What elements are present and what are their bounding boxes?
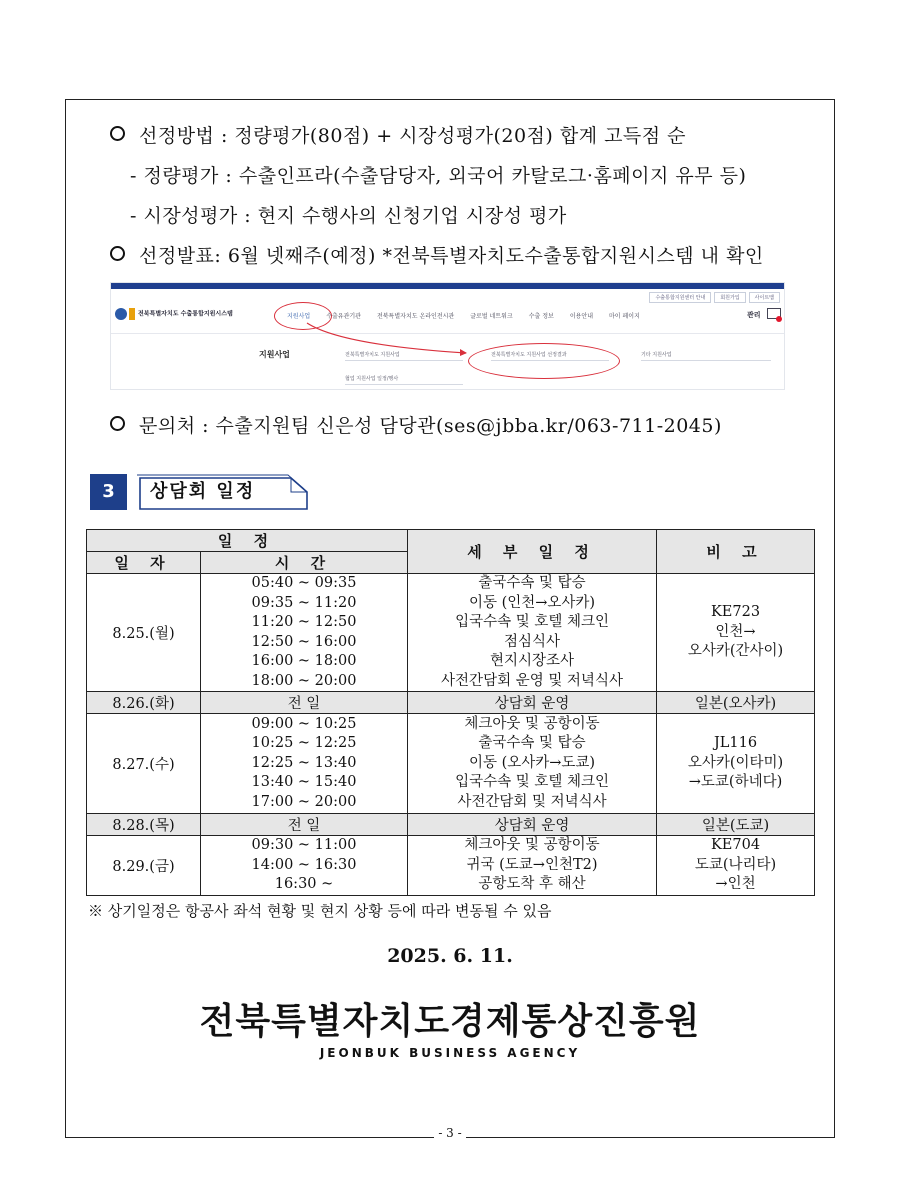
time-line: 18:00 ~ 20:00: [251, 672, 357, 689]
admin-link[interactable]: 관리: [747, 311, 761, 319]
note-line: 도쿄(나리타): [694, 856, 777, 873]
header-time: 시 간: [201, 552, 408, 574]
submenu-item[interactable]: 전북특별자치도 지원사업 선정결과: [491, 351, 609, 361]
circle-bullet-icon: [110, 246, 125, 261]
section-number: 3: [90, 474, 127, 510]
submenu-item[interactable]: 기타 지원사업: [641, 351, 771, 361]
util-link[interactable]: 회원가입: [714, 292, 745, 303]
note-line: JL116: [713, 735, 758, 752]
time-line: 14:00 ~ 16:30: [251, 856, 357, 873]
detail-line: 이동 (인천→오사카): [468, 594, 596, 611]
cell-note: [657, 836, 815, 896]
util-link[interactable]: 사이트맵: [749, 292, 780, 303]
header-schedule: 일 정: [87, 530, 408, 552]
note-line: →도쿄(하네다): [688, 774, 783, 791]
submenu-item[interactable]: 전북특별자치도 지원사업: [345, 351, 463, 361]
detail-line: 입국수속 및 호텔 체크인: [455, 614, 609, 630]
header-date: 일 자: [87, 552, 201, 574]
nav-item[interactable]: 전북특별자치도 온라인전시관: [376, 313, 455, 320]
time-line: 16:00 ~ 18:00: [251, 653, 357, 669]
detail-line: 현지시장조사: [489, 653, 575, 669]
cell-details: [408, 714, 657, 814]
nav-item[interactable]: 마이 페이지: [609, 313, 640, 320]
detail-line: 사전간담회 운영 및 저녁식사: [441, 672, 623, 689]
detail-line: 입국수속 및 호텔 체크인: [455, 774, 609, 791]
time-line: 05:40 ~ 09:35: [251, 575, 357, 591]
section-title: 상담회 일정: [150, 481, 256, 502]
bullet-text: 선정방법 : 정량평가(80점) + 시장성평가(20점) 합계 고득점 순: [139, 125, 687, 147]
bullet-selection-method: [110, 121, 686, 148]
cell-date: 8.28.(목): [87, 814, 201, 836]
note-line: 오사카(이타미): [687, 754, 784, 771]
header-detail: 세 부 일 정: [408, 530, 657, 574]
circle-bullet-icon: [110, 126, 125, 141]
table-row: [87, 692, 815, 714]
note-line: KE723: [710, 604, 761, 621]
page-number: [0, 1126, 900, 1140]
table-row: [87, 714, 815, 814]
note-line: 오사카(간사이): [687, 643, 784, 660]
bullet-contact: [110, 411, 722, 438]
note-line: →인천: [715, 876, 756, 893]
highlight-arrow-icon: [111, 283, 784, 389]
cell-note: 일본(도쿄): [657, 814, 815, 836]
time-line: 11:20 ~ 12:50: [251, 614, 357, 630]
cell-date: 8.26.(화): [87, 692, 201, 714]
bullet-announcement: [110, 241, 764, 268]
submenu-title: 지원사업: [259, 350, 290, 359]
table-row: [87, 574, 815, 692]
website-screenshot: [110, 282, 785, 390]
nav-item[interactable]: 수출유관기관: [326, 313, 361, 320]
time-line: 09:00 ~ 10:25: [251, 715, 357, 732]
schedule-table: [86, 529, 815, 896]
cell-date: 8.29.(금): [87, 836, 201, 896]
cell-times: 전 일: [201, 692, 408, 714]
time-line: 13:40 ~ 15:40: [251, 774, 357, 791]
util-link[interactable]: 수출통합지원센터 안내: [649, 292, 711, 303]
page-number-text: - 3 -: [434, 1126, 465, 1140]
cell-times: [201, 836, 408, 896]
time-line: 16:30 ~: [274, 876, 334, 893]
note-line: KE704: [710, 837, 761, 854]
nav-item[interactable]: 지원사업: [287, 313, 311, 320]
detail-line: 체크아웃 및 공항이동: [464, 837, 600, 854]
nav-item[interactable]: 수출 정보: [528, 313, 554, 320]
cell-note: [657, 574, 815, 692]
submenu-item[interactable]: 협업 지원사업 일정/행사: [345, 375, 463, 385]
time-line: 09:35 ~ 11:20: [251, 594, 357, 611]
detail-line: 이동 (오사카→도쿄): [468, 754, 596, 771]
time-line: 17:00 ~ 20:00: [251, 793, 357, 810]
cell-times: [201, 574, 408, 692]
bullet-quant-eval: - 정량평가 : 수출인프라(수출담당자, 외국어 카탈로그·홈페이지 유무 등): [130, 165, 747, 187]
cell-times: [201, 714, 408, 814]
detail-line: 사전간담회 및 저녁식사: [457, 793, 607, 810]
header-note: 비 고: [657, 530, 815, 574]
cell-details: 상담회 운영: [408, 692, 657, 714]
organization-english-name: JEONBUK BUSINESS AGENCY: [319, 1046, 581, 1060]
cell-times: 전 일: [201, 814, 408, 836]
logo-text: 전북특별자치도 수출통합지원시스템: [138, 310, 233, 318]
detail-line: 체크아웃 및 공항이동: [464, 715, 600, 732]
detail-line: 귀국 (도쿄→인천T2): [466, 856, 598, 873]
nav-item[interactable]: 이용안내: [569, 313, 593, 320]
cell-note: 일본(오사카): [657, 692, 815, 714]
detail-line: 출국수속 및 탑승: [478, 735, 586, 752]
time-line: 10:25 ~ 12:25: [251, 735, 357, 752]
time-line: 12:25 ~ 13:40: [251, 754, 357, 771]
schedule-disclaimer: ※ 상기일정은 항공사 좌석 현황 및 현지 상황 등에 따라 변동될 수 있음: [88, 902, 552, 920]
bullet-text: 선정발표: 6월 넷째주(예정) *전북특별자치도수출통합지원시스템 내 확인: [139, 245, 764, 267]
document-date: 2025. 6. 11.: [387, 945, 513, 967]
cell-details: 상담회 운영: [408, 814, 657, 836]
cell-details: [408, 836, 657, 896]
time-line: 12:50 ~ 16:00: [251, 633, 357, 650]
detail-line: 점심식사: [504, 633, 561, 650]
section-title-box: [136, 474, 308, 510]
cell-date: 8.25.(월): [87, 574, 201, 692]
circle-bullet-icon: [110, 416, 125, 431]
bullet-text: 문의처 : 수출지원팀 신은성 담당관(ses@jbba.kr/063-711-2045): [139, 415, 722, 437]
table-row: [87, 814, 815, 836]
cell-date: 8.27.(수): [87, 714, 201, 814]
detail-line: 출국수속 및 탑승: [478, 575, 586, 591]
bullet-market-eval: - 시장성평가 : 현지 수행사의 신청기업 시장성 평가: [130, 205, 567, 227]
cell-note: [657, 714, 815, 814]
detail-line: 공항도착 후 해산: [478, 876, 586, 893]
note-line: 인천→: [715, 623, 756, 640]
nav-item[interactable]: 글로벌 네트워크: [470, 313, 513, 320]
time-line: 09:30 ~ 11:00: [251, 837, 357, 854]
table-row: [87, 836, 815, 896]
cell-details: [408, 574, 657, 692]
organization-name: 전북특별자치도경제통상진흥원: [199, 1001, 701, 1042]
